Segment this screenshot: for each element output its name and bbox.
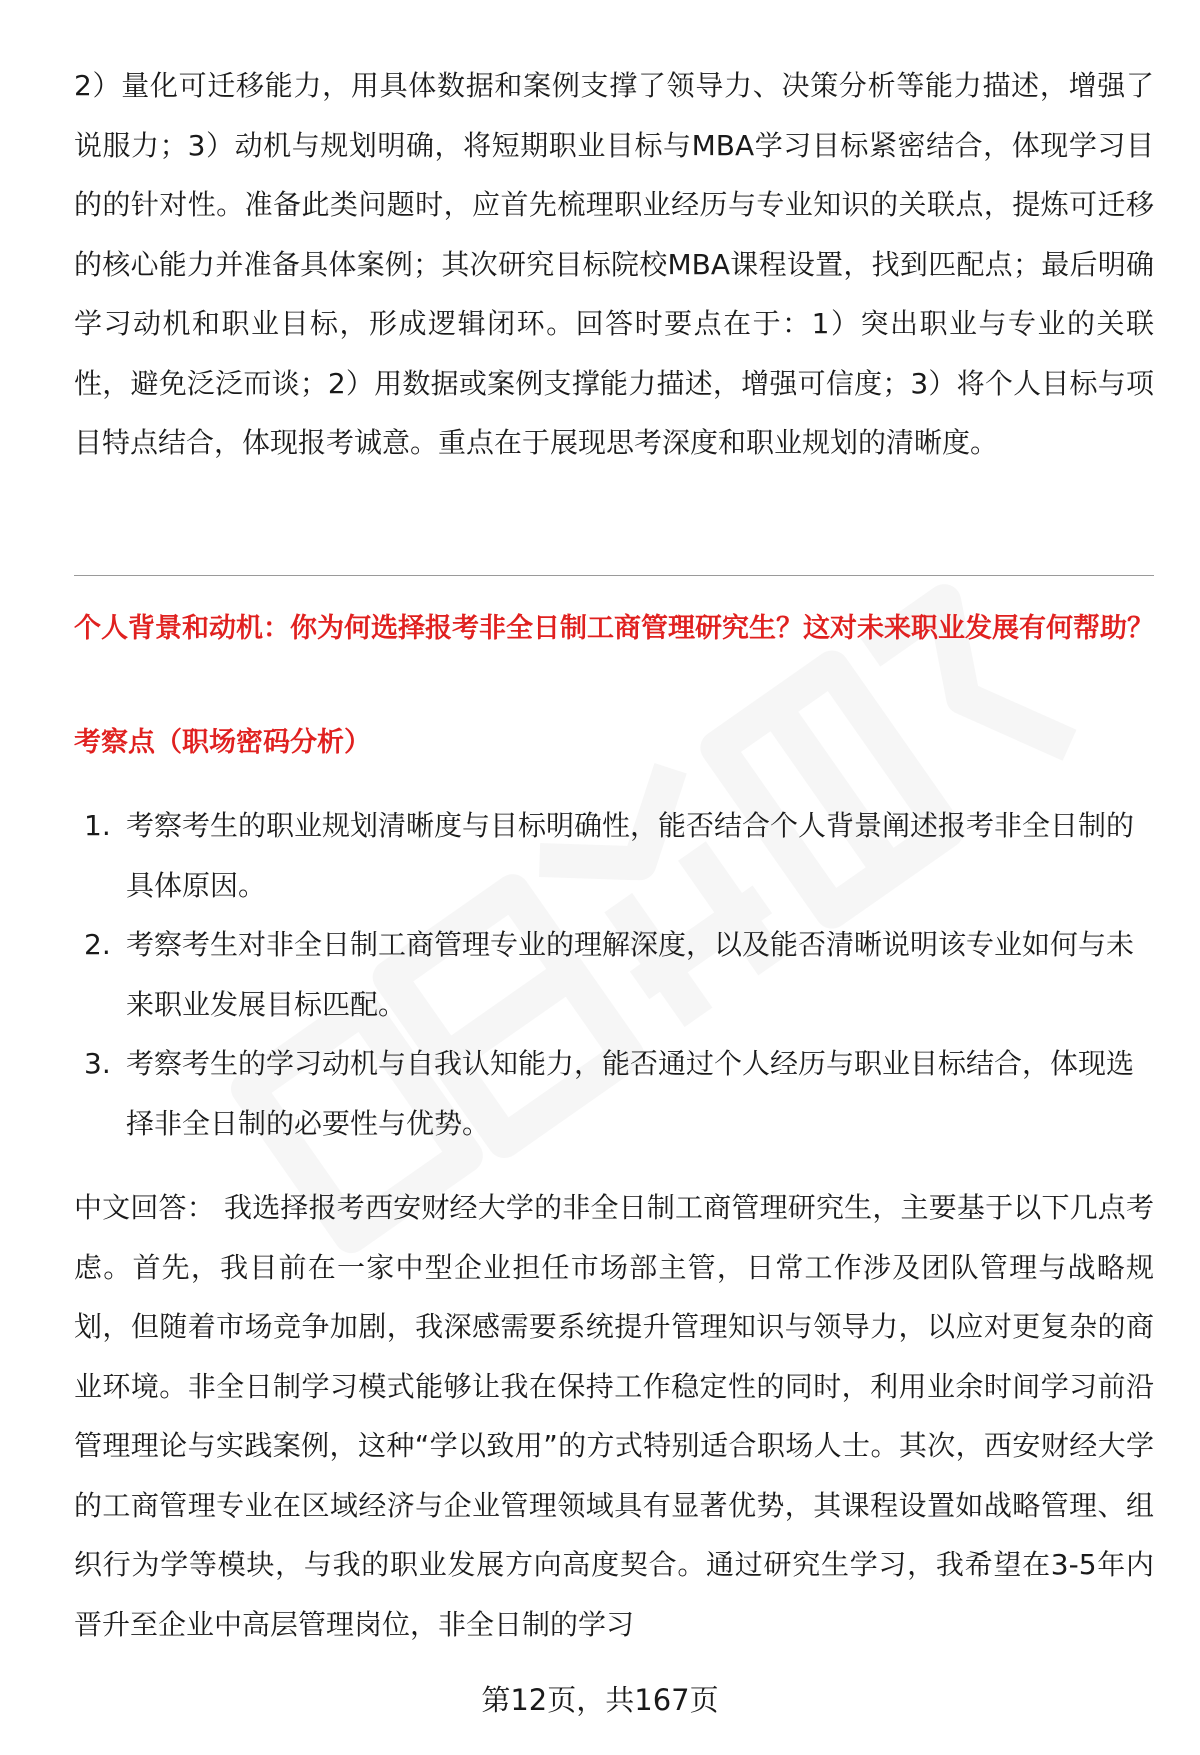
- list-item-number: 2.: [84, 928, 111, 961]
- list-item: [74, 796, 1154, 915]
- answer-section: [74, 1178, 1154, 1654]
- list-item: [74, 915, 1154, 1034]
- list-item-text: 考察考生的职业规划清晰度与目标明确性，能否结合个人背景阐述报考非全日制的具体原因。: [126, 809, 1135, 902]
- section-divider: [74, 575, 1154, 576]
- answer-paragraph: 中文回答： 我选择报考西安财经大学的非全日制工商管理研究生，主要基于以下几点考虑。首先，我目前在一家中型企业担任市场部主管，日常工作涉及团队管理与战略规划，但随着市场竞争加剧，我深感需要系统提升管理知识与领导力，以应对更复杂的商业环境。非全日制学习模式能够让我在保持工作稳定性的同时，利用业余时间学习前沿管理理论与实践案例，这种“学以致用”的方式特别适合职场人士。其次，西安财经大学的工商管理专业在区域经济与企业管理领域具有显著优势，其课程设置如战略管理、组织行为学等模块，与我的职业发展方向高度契合。通过研究生学习，我希望在3-5年内晋升至企业中高层管理岗位，非全日制的学习: [74, 1191, 1154, 1641]
- list-item-number: 1.: [84, 809, 111, 842]
- intro-paragraph: 2）量化可迁移能力，用具体数据和案例支撑了领导力、决策分析等能力描述，增强了说服力；3）动机与规划明确，将短期职业目标与MBA学习目标紧密结合，体现学习目的的针对性。准备此类问题时，应首先梳理职业经历与专业知识的关联点，提炼可迁移的核心能力并准备具体案例；其次研究目标院校MBA课程设置，找到匹配点；最后明确学习动机和职业目标，形成逻辑闭环。回答时要点在于：1）突出职业与专业的关联性，避免泛泛而谈；2）用数据或案例支撑能力描述，增强可信度；3）将个人目标与项目特点结合，体现报考诚意。重点在于展现思考深度和职业规划的清晰度。: [74, 69, 1154, 459]
- list-item-number: 3.: [84, 1047, 111, 1080]
- intro-section: [74, 56, 1154, 473]
- examination-points-heading: 考察点（职场密码分析）: [74, 727, 371, 758]
- list-item: [74, 1034, 1154, 1153]
- examination-points-list: [74, 796, 1154, 1153]
- page-number-footer: 第12页，共167页: [481, 1683, 719, 1717]
- question-heading: 个人背景和动机：你为何选择报考非全日制工商管理研究生？这对未来职业发展有何帮助？: [74, 613, 1154, 644]
- list-item-text: 考察考生的学习动机与自我认知能力，能否通过个人经历与职业目标结合，体现选择非全日制的必要性与优势。: [126, 1047, 1135, 1140]
- list-item-text: 考察考生对非全日制工商管理专业的理解深度，以及能否清晰说明该专业如何与未来职业发展目标匹配。: [126, 928, 1135, 1021]
